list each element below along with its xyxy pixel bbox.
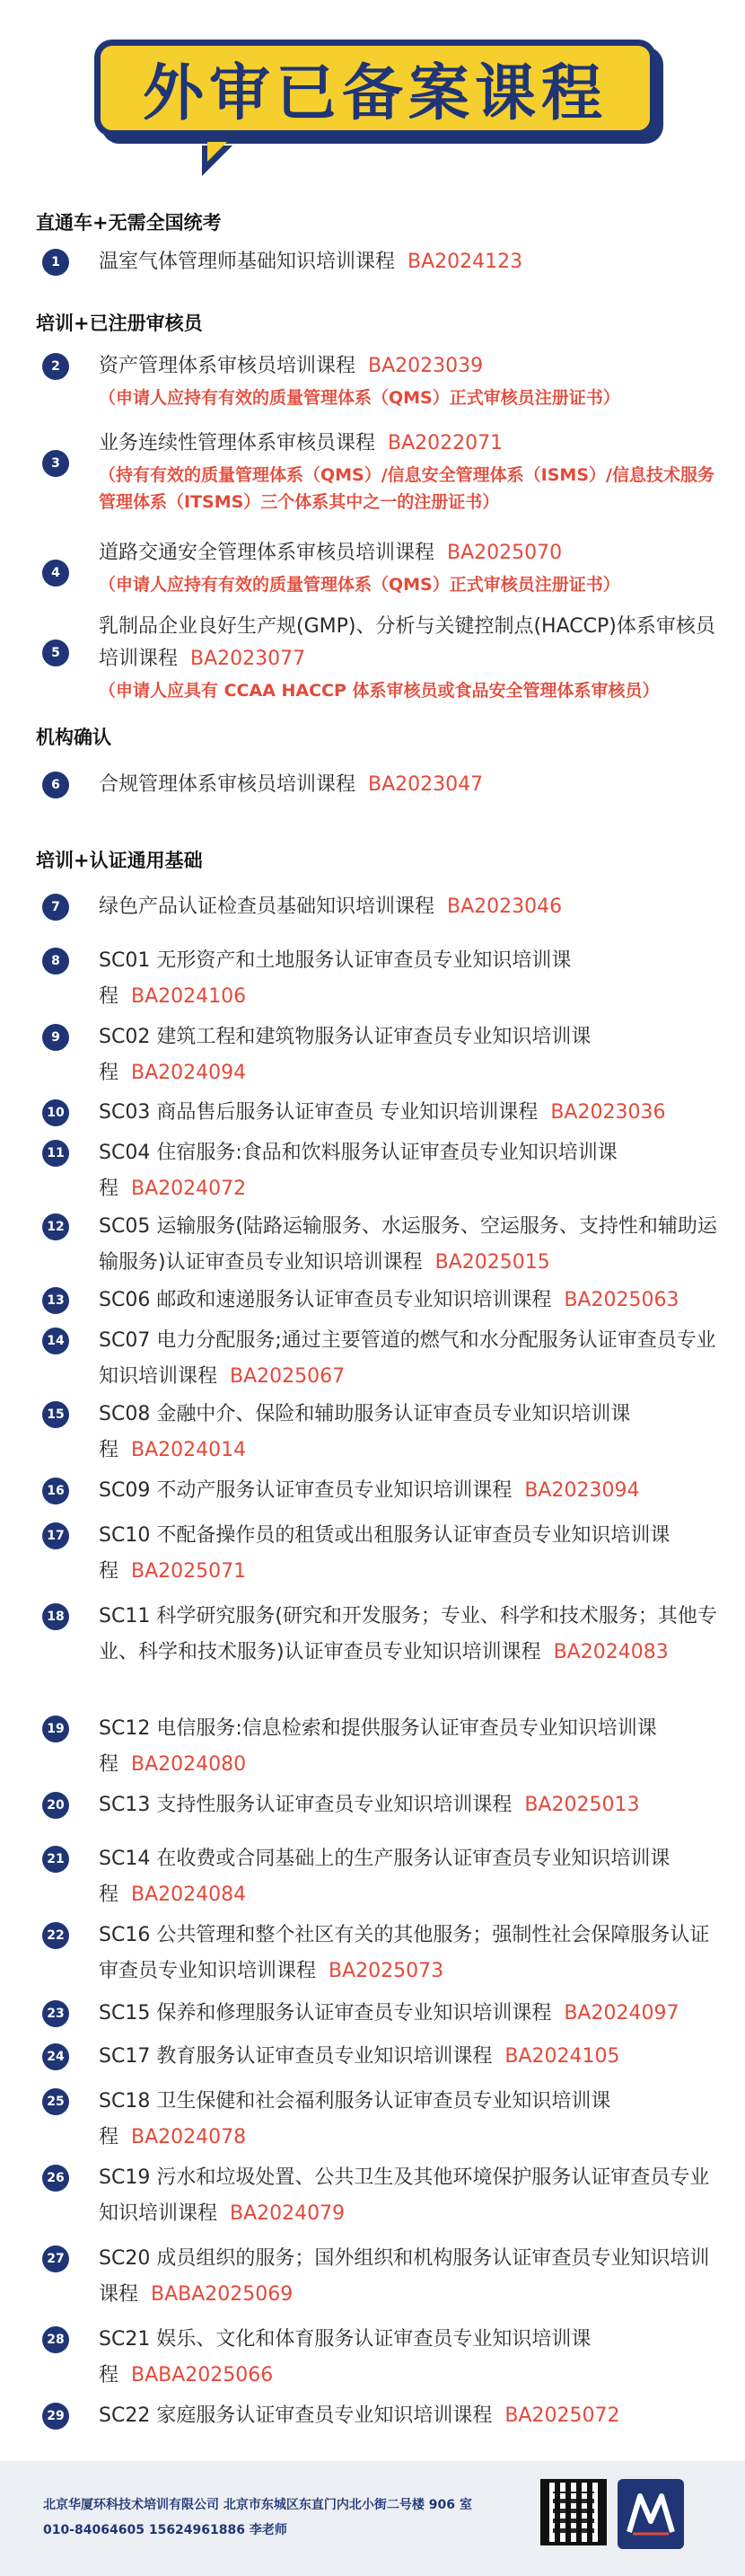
course-name: SC12 电信服务:信息检索和提供服务认证审查员专业知识培训课程 <box>99 1717 657 1776</box>
item-number-badge: 3 <box>42 450 69 477</box>
item-number-badge: 17 <box>42 1522 69 1549</box>
course-title <box>99 348 718 384</box>
course-name: SC22 家庭服务认证审查员专业知识培训课程 <box>99 2404 493 2427</box>
item-number-badge: 4 <box>42 560 69 587</box>
course-code: BA2024106 <box>131 985 247 1008</box>
section-heading: 机构确认 <box>36 727 111 748</box>
course-title <box>99 1996 718 2032</box>
course-title <box>99 2322 718 2394</box>
course-requirement-note: （申请人应持有有效的质量管理体系（QMS）正式审核员注册证书） <box>99 575 620 595</box>
course-title <box>99 2039 718 2075</box>
item-number-badge: 1 <box>42 249 69 276</box>
item-number-badge: 9 <box>42 1024 69 1051</box>
course-requirement-note: （申请人应具有 CCAA HACCP 体系审核员或食品安全管理体系审核员） <box>99 681 660 701</box>
course-title <box>99 611 718 675</box>
title-banner <box>94 40 656 137</box>
course-requirement-note: （持有有效的质量管理体系（QMS）/信息安全管理体系（ISMS）/信息技术服务管理体系（ITSMS）三个体系其中之一的注册证书） <box>99 465 714 512</box>
item-number-badge: 5 <box>42 640 69 666</box>
item-number-badge: 14 <box>42 1328 69 1354</box>
item-number-badge: 20 <box>42 1792 69 1819</box>
item-number-badge: 28 <box>42 2326 69 2353</box>
course-title <box>99 943 718 1015</box>
course-code: BA2024105 <box>504 2045 620 2068</box>
course-name: SC18 卫生保健和社会福利服务认证审查员专业知识培训课程 <box>99 2090 611 2148</box>
course-name: 资产管理体系审核员培训课程 <box>99 355 356 377</box>
course-name: SC04 住宿服务:食品和饮料服务认证审查员专业知识培训课程 <box>99 1142 618 1200</box>
course-title <box>99 2160 718 2232</box>
course-name: SC09 不动产服务认证审查员专业知识培训课程 <box>99 1479 513 1502</box>
course-title <box>99 767 718 803</box>
item-number-badge: 15 <box>42 1401 69 1428</box>
course-name: SC17 教育服务认证审查员专业知识培训课程 <box>99 2045 493 2068</box>
course-title <box>99 1711 718 1783</box>
course-code: BA2024084 <box>131 1883 247 1906</box>
course-name: SC14 在收费或合同基础上的生产服务认证审查员专业知识培训课程 <box>99 1848 670 1906</box>
course-name: 温室气体管理师基础知识培训课程 <box>99 251 396 273</box>
item-number-badge: 13 <box>42 1287 69 1314</box>
course-name: SC08 金融中介、保险和辅助服务认证审查员专业知识培训课程 <box>99 1403 631 1461</box>
page-title: 外审已备案课程 <box>142 57 608 129</box>
course-code: BA2022071 <box>388 432 504 454</box>
course-name: SC11 科学研究服务(研究和开发服务；专业、科学和技术服务；其他专业、科学和技术服务)认证审查员专业知识培训课程 <box>99 1605 717 1663</box>
course-name: 合规管理体系审核员培训课程 <box>99 773 356 796</box>
course-code: BA2023039 <box>368 355 484 377</box>
course-title <box>99 1209 718 1281</box>
course-name: SC16 公共管理和整个社区有关的其他服务；强制性社会保障服务认证审查员专业知识培训课程 <box>99 1924 710 1982</box>
item-number-badge: 24 <box>42 2043 69 2070</box>
course-title <box>99 1135 718 1207</box>
company-logo-icon <box>618 2479 684 2549</box>
course-name: SC05 运输服务(陆路运输服务、水运服务、空运服务、支持性和辅助运输服务)认证审查员专业知识培训课程 <box>99 1215 717 1274</box>
course-code: BA2023036 <box>550 1101 666 1124</box>
course-title <box>99 1095 718 1131</box>
item-number-badge: 23 <box>42 2000 69 2027</box>
course-requirement-note: （申请人应持有有效的质量管理体系（QMS）正式审核员注册证书） <box>99 388 620 408</box>
item-number-badge: 22 <box>42 1922 69 1949</box>
course-title <box>99 1918 718 1989</box>
item-number-badge: 26 <box>42 2165 69 2192</box>
banner-tail-fill <box>207 142 227 162</box>
course-name: SC20 成员组织的服务；国外组织和机构服务认证审查员专业知识培训课程 <box>99 2247 710 2306</box>
section-heading: 直通车+无需全国统考 <box>36 212 222 234</box>
course-code: BA2023077 <box>190 648 306 670</box>
course-code: BA2024097 <box>564 2002 679 2025</box>
item-number-badge: 12 <box>42 1213 69 1240</box>
course-title <box>99 1323 718 1395</box>
course-title <box>99 1518 718 1590</box>
item-number-badge: 6 <box>42 772 69 798</box>
course-code: BABA2025069 <box>151 2283 294 2306</box>
course-name: SC13 支持性服务认证审查员专业知识培训课程 <box>99 1794 513 1816</box>
course-code: BA2024083 <box>553 1641 669 1663</box>
course-code: BA2025071 <box>131 1560 247 1583</box>
contact-info: 010-84064605 15624961886 李老师 <box>43 2523 287 2537</box>
course-title <box>99 1787 718 1823</box>
course-code: BA2023047 <box>368 773 484 796</box>
course-code: BA2024094 <box>131 1062 247 1084</box>
course-code: BA2023094 <box>524 1479 640 1502</box>
item-number-badge: 16 <box>42 1478 69 1504</box>
course-title <box>99 1841 718 1913</box>
course-code: BA2025063 <box>564 1289 679 1311</box>
course-name: 道路交通安全管理体系审核员培训课程 <box>99 542 435 564</box>
course-name: SC03 商品售后服务认证审查员 专业知识培训课程 <box>99 1101 539 1124</box>
footer <box>0 2461 745 2576</box>
item-number-badge: 2 <box>42 353 69 380</box>
section-heading: 培训+认证通用基础 <box>36 850 203 871</box>
item-number-badge: 19 <box>42 1716 69 1742</box>
course-name: SC19 污水和垃圾处置、公共卫生及其他环境保护服务认证审查员专业知识培训课程 <box>99 2166 710 2225</box>
course-code: BA2025072 <box>504 2404 620 2427</box>
course-name: 业务连续性管理体系审核员课程 <box>99 432 376 454</box>
course-code: BA2025015 <box>434 1251 550 1274</box>
course-title <box>99 1397 718 1469</box>
course-name: 乳制品企业良好生产规(GMP)、分析与关键控制点(HACCP)体系审核员培训课程 <box>99 615 715 670</box>
course-code: BABA2025066 <box>131 2364 274 2386</box>
course-code: BA2024079 <box>230 2202 346 2225</box>
course-title <box>99 244 718 280</box>
course-code: BA2025013 <box>524 1794 640 1816</box>
course-code: BA2024080 <box>131 1753 247 1776</box>
qr-code-icon <box>540 2479 607 2545</box>
item-number-badge: 7 <box>42 894 69 921</box>
course-title <box>99 2241 718 2313</box>
item-number-badge: 10 <box>42 1099 69 1126</box>
course-code: BA2024072 <box>131 1178 247 1200</box>
course-name: SC15 保养和修理服务认证审查员专业知识培训课程 <box>99 2002 552 2025</box>
course-title <box>99 1283 718 1319</box>
course-code: BA2023046 <box>447 895 563 918</box>
item-number-badge: 21 <box>42 1846 69 1873</box>
company-address: 北京华厦环科技术培训有限公司 北京市东城区东直门内北小街二号楼 906 室 <box>43 2498 472 2512</box>
course-code: BA2025067 <box>230 1365 346 1388</box>
item-number-badge: 8 <box>42 948 69 975</box>
course-name: SC10 不配备操作员的租赁或出租服务认证审查员专业知识培训课程 <box>99 1524 670 1583</box>
item-number-badge: 18 <box>42 1603 69 1630</box>
course-title <box>99 1473 718 1509</box>
course-code: BA2024014 <box>131 1439 247 1461</box>
course-code: BA2024078 <box>131 2126 247 2148</box>
course-title <box>99 1599 718 1671</box>
course-code: BA2025073 <box>329 1960 444 1982</box>
section-heading: 培训+已注册审核员 <box>36 313 203 334</box>
course-title <box>99 426 718 462</box>
course-code: BA2025070 <box>447 542 563 564</box>
item-number-badge: 27 <box>42 2245 69 2272</box>
course-title <box>99 2084 718 2156</box>
course-title <box>99 535 718 571</box>
course-title <box>99 1019 718 1091</box>
course-code: BA2024123 <box>408 251 523 273</box>
course-title <box>99 889 718 925</box>
course-name: SC21 娱乐、文化和体育服务认证审查员专业知识培训课程 <box>99 2328 592 2386</box>
course-title <box>99 2398 718 2434</box>
item-number-badge: 25 <box>42 2088 69 2115</box>
item-number-badge: 11 <box>42 1140 69 1167</box>
course-name: SC06 邮政和速递服务认证审查员专业知识培训课程 <box>99 1289 552 1311</box>
course-name: 绿色产品认证检查员基础知识培训课程 <box>99 895 435 918</box>
course-name: SC02 建筑工程和建筑物服务认证审查员专业知识培训课程 <box>99 1026 592 1084</box>
course-name: SC07 电力分配服务;通过主要管道的燃气和水分配服务认证审查员专业知识培训课程 <box>99 1329 716 1388</box>
item-number-badge: 29 <box>42 2403 69 2430</box>
course-name: SC01 无形资产和土地服务认证审查员专业知识培训课程 <box>99 949 572 1008</box>
